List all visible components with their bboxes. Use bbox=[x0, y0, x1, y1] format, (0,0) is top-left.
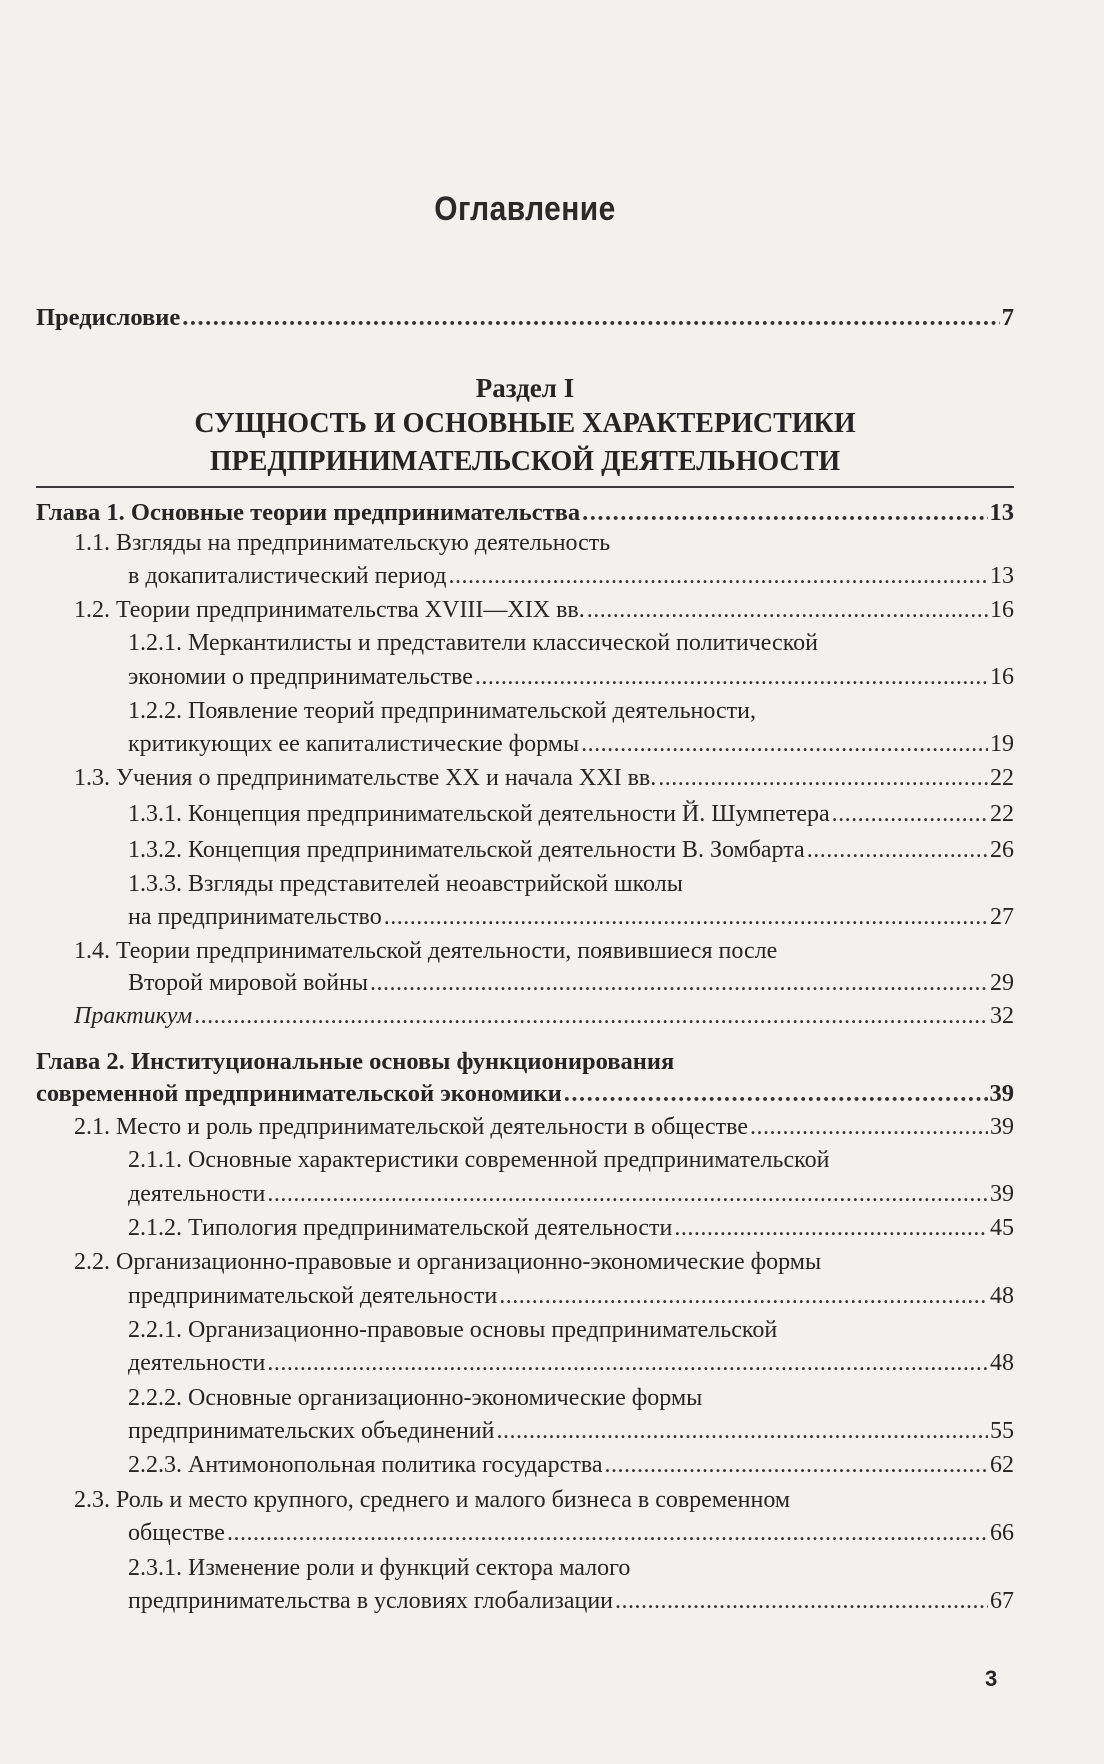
toc-entry-2-2-line1: 2.2. Организационно-правовые и организационно-экономические формы bbox=[74, 1249, 822, 1275]
toc-page-number: 45 bbox=[990, 1215, 1014, 1241]
leader-dots bbox=[615, 1588, 988, 1615]
leader-dots bbox=[564, 1080, 988, 1108]
toc-page-number: 16 bbox=[990, 597, 1014, 623]
leader-dots bbox=[605, 1452, 989, 1479]
toc-entry-label: Практикум bbox=[74, 1003, 193, 1029]
toc-entry-label: 1.3.2. Концепция предпринимательской деятельности В. Зомбарта bbox=[128, 837, 805, 863]
leader-dots bbox=[832, 801, 988, 828]
toc-entry-1-3-3-line1: 1.3.3. Взгляды представителей неоавстрийской школы bbox=[128, 871, 683, 897]
toc-entry-label: 1.2. Теории предпринимательства XVIII—XIX вв. bbox=[74, 597, 585, 623]
toc-entry-label: 1.3.1. Концепция предпринимательской деятельности Й. Шумпетера bbox=[128, 801, 830, 827]
toc-page-number: 27 bbox=[990, 904, 1014, 930]
toc-page-number: 48 bbox=[990, 1350, 1014, 1376]
leader-dots bbox=[658, 765, 988, 792]
leader-dots bbox=[807, 837, 988, 864]
leader-dots bbox=[194, 1003, 988, 1030]
toc-entry-1-2-2-line1: 1.2.2. Появление теорий предпринимательской деятельности, bbox=[128, 698, 756, 724]
toc-page-number: 26 bbox=[990, 837, 1014, 863]
toc-page-number: 62 bbox=[990, 1452, 1014, 1478]
toc-page-number: 32 bbox=[990, 1003, 1014, 1029]
toc-entry-2-2-1 bbox=[128, 1350, 1014, 1377]
toc-entry-2-1-2 bbox=[128, 1215, 1014, 1242]
leader-dots bbox=[267, 1350, 988, 1377]
toc-entry-label: 2.1. Место и роль предпринимательской деятельности в обществе bbox=[74, 1114, 749, 1140]
toc-entry-preface bbox=[36, 304, 1014, 332]
toc-page-number: 29 bbox=[990, 970, 1014, 996]
leader-dots bbox=[475, 664, 988, 691]
leader-dots bbox=[750, 1114, 988, 1141]
leader-dots bbox=[267, 1181, 988, 1208]
leader-dots bbox=[384, 904, 988, 931]
toc-page-number: 39 bbox=[990, 1181, 1014, 1207]
toc-page-number: 67 bbox=[990, 1588, 1014, 1614]
toc-page-number: 39 bbox=[990, 1114, 1014, 1140]
toc-entry-1-3 bbox=[74, 765, 1014, 792]
toc-entry-line2: предпринимательства в условиях глобализации bbox=[128, 1588, 614, 1614]
toc-chapter-2-line1: Глава 2. Институциональные основы функционирования bbox=[36, 1048, 675, 1075]
toc-entry-1-2 bbox=[74, 597, 1014, 624]
toc-entry-1-1-line1: 1.1. Взгляды на предпринимательскую деятельность bbox=[74, 530, 611, 556]
leader-dots bbox=[587, 597, 988, 624]
toc-entry-line2: экономии о предпринимательстве bbox=[128, 664, 473, 690]
section-label: Раздел I bbox=[475, 373, 575, 403]
toc-page-number: 22 bbox=[990, 801, 1014, 827]
leader-dots bbox=[496, 1418, 988, 1445]
leader-dots bbox=[182, 304, 1000, 332]
leader-dots bbox=[370, 970, 988, 997]
toc-page-number: 22 bbox=[990, 765, 1014, 791]
toc-chapter-1 bbox=[36, 499, 1014, 527]
toc-entry-line2: в докапиталистический период bbox=[128, 563, 447, 589]
toc-entry-1-2-2 bbox=[128, 731, 1014, 758]
toc-page-number: 13 bbox=[989, 499, 1014, 526]
divider bbox=[36, 486, 1014, 488]
toc-entry-label: Предисловие bbox=[36, 304, 181, 331]
page-number: 3 bbox=[985, 1666, 998, 1691]
toc-entry-2-1-1 bbox=[128, 1181, 1014, 1208]
toc-entry-line2: Второй мировой войны bbox=[128, 970, 369, 996]
toc-entry-2-2-1-line1: 2.2.1. Организационно-правовые основы предпринимательской bbox=[128, 1317, 778, 1343]
toc-page-number: 13 bbox=[990, 563, 1014, 589]
toc-entry-1-2-1 bbox=[128, 664, 1014, 691]
toc-entry-2-2-2 bbox=[128, 1418, 1014, 1445]
toc-entry-2-1-1-line1: 2.1.1. Основные характеристики современной предпринимательской bbox=[128, 1147, 830, 1173]
toc-entry-line2: предпринимательской деятельности bbox=[128, 1283, 498, 1309]
toc-entry-2-3-1-line1: 2.3.1. Изменение роли и функций сектора малого bbox=[128, 1555, 631, 1581]
toc-entry-label: 1.3. Учения о предпринимательстве XX и начала XXI вв. bbox=[74, 765, 657, 791]
toc-entry-2-2-3 bbox=[128, 1452, 1014, 1479]
toc-page-number: 48 bbox=[990, 1283, 1014, 1309]
toc-page-number: 19 bbox=[990, 731, 1014, 757]
section-title-line1: СУЩНОСТЬ И ОСНОВНЫЕ ХАРАКТЕРИСТИКИ bbox=[194, 408, 856, 439]
toc-entry-1-3-2 bbox=[128, 837, 1014, 864]
toc-entry-label: 2.1.2. Типология предпринимательской деятельности bbox=[128, 1215, 673, 1241]
toc-entry-1-1 bbox=[128, 563, 1014, 590]
toc-page-number: 7 bbox=[1001, 304, 1014, 331]
toc-entry-line2: критикующих ее капиталистические формы bbox=[128, 731, 580, 757]
toc-entry-practicum bbox=[74, 1003, 1014, 1030]
toc-entry-2-2 bbox=[128, 1283, 1014, 1310]
toc-entry-2-3-line1: 2.3. Роль и место крупного, среднего и малого бизнеса в современном bbox=[74, 1487, 791, 1513]
toc-page-number: 66 bbox=[990, 1520, 1014, 1546]
toc-page-number: 16 bbox=[990, 664, 1014, 690]
toc-entry-1-4-line1: 1.4. Теории предпринимательской деятельности, появившиеся после bbox=[74, 938, 778, 964]
leader-dots bbox=[499, 1283, 988, 1310]
toc-page-number: 55 bbox=[990, 1418, 1014, 1444]
toc-entry-label: 2.2.3. Антимонопольная политика государства bbox=[128, 1452, 603, 1478]
toc-entry-2-1 bbox=[74, 1114, 1014, 1141]
page-title: Оглавление bbox=[434, 190, 616, 228]
section-title-line2: ПРЕДПРИНИМАТЕЛЬСКОЙ ДЕЯТЕЛЬНОСТИ bbox=[209, 446, 841, 477]
toc-entry-line2: деятельности bbox=[128, 1181, 266, 1207]
toc-entry-line2: на предпринимательство bbox=[128, 904, 382, 930]
leader-dots bbox=[227, 1520, 988, 1547]
toc-entry-1-3-3 bbox=[128, 904, 1014, 931]
toc-entry-1-4 bbox=[128, 970, 1014, 997]
toc-entry-2-2-2-line1: 2.2.2. Основные организационно-экономические формы bbox=[128, 1385, 703, 1411]
chapter-title: Глава 1. Основные теории предпринимательства bbox=[36, 499, 581, 526]
toc-entry-line2: деятельности bbox=[128, 1350, 266, 1376]
leader-dots bbox=[449, 563, 989, 590]
toc-page-number: 39 bbox=[989, 1080, 1014, 1107]
leader-dots bbox=[582, 499, 987, 527]
toc-entry-line2: предпринимательских объединений bbox=[128, 1418, 495, 1444]
toc-entry-1-2-1-line1: 1.2.1. Меркантилисты и представители классической политической bbox=[128, 630, 818, 656]
toc-entry-2-3 bbox=[128, 1520, 1014, 1547]
chapter-title-line2: современной предпринимательской экономики bbox=[36, 1080, 562, 1107]
leader-dots bbox=[674, 1215, 988, 1242]
leader-dots bbox=[581, 731, 988, 758]
toc-entry-line2: обществе bbox=[128, 1520, 225, 1546]
toc-entry-2-3-1 bbox=[128, 1588, 1014, 1615]
toc-entry-1-3-1 bbox=[128, 801, 1014, 828]
toc-chapter-2 bbox=[36, 1080, 1014, 1108]
